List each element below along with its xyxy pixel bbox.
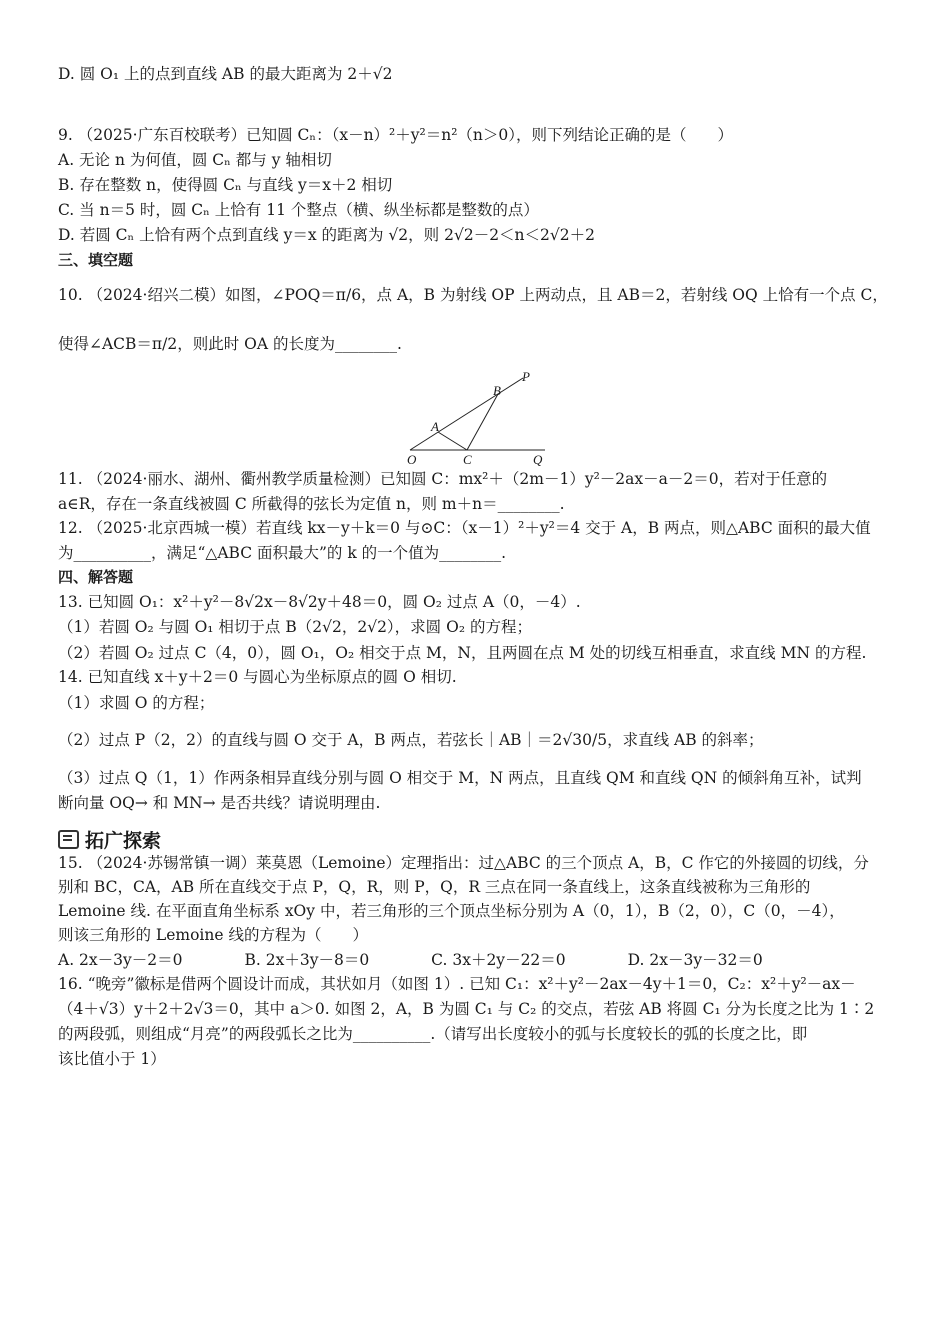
text-line: 13. 已知圆 O₁：x²＋y²－8√2x－8√2y＋48＝0，圆 O₂ 过点 A（0，－4）. xyxy=(58,593,581,611)
document-icon xyxy=(58,830,79,849)
segment-ac xyxy=(438,432,467,450)
text-line: Lemoine 线. 在平面直角坐标系 xOy 中，若三角形的三个顶点坐标分别为 A（0，1），B（2，0），C（0，－4）， xyxy=(58,902,845,920)
text-line: 16. “晚旁”徽标是借两个圆设计而成，其状如月（如图 1）. 已知 C₁：x²＋y²－2ax－4y＋1＝0，C₂：x²＋y²－ax－ xyxy=(58,975,856,993)
text-line: 别和 BC，CA，AB 所在直线交于点 P，Q，R，则 P，Q，R 三点在同一条直线上，这条直线被称为三角形的 xyxy=(58,878,811,896)
segment-bc xyxy=(467,394,498,450)
text-line: 12. （2025·北京西城一模）若直线 kx－y＋k＝0 与⊙C：（x－1）²＋y²＝4 交于 A，B 两点，则△ABC 面积的最大值 xyxy=(58,519,871,537)
text-line: 15. （2024·苏锡常镇一调）莱莫恩（Lemoine）定理指出：过△ABC 的三个顶点 A，B，C 作它的外接圆的切线，分 xyxy=(58,854,869,872)
text-line: （4＋√3）y＋2＋2√3＝0，其中 a＞0. 如图 2，A，B 为圆 C₁ 与 C₂ 的交点，若弦 AB 将圆 C₁ 分为长度之比为 1∶2 xyxy=(58,1000,875,1018)
text-line: （2）若圆 O₂ 过点 C（4，0），圆 O₁，O₂ 相交于点 M，N，且两圆在点 M 处的切线互相垂直，求直线 MN 的方程. xyxy=(58,644,867,662)
section-heading: 三、填空题 xyxy=(58,251,134,269)
label-c: C xyxy=(463,452,472,467)
text-line: A. 2x－3y－2＝0 B. 2x＋3y－8＝0 C. 3x＋2y－22＝0 D. 2x－3y－32＝0 xyxy=(58,951,763,969)
ray-op xyxy=(410,378,523,450)
text-line: （3）过点 Q（1，1）作两条相异直线分别与圆 O 相交于 M，N 两点，且直线 QM 和直线 QN 的倾斜角互补，试判 xyxy=(58,769,862,787)
section-expand-title: 拓广探索 xyxy=(85,830,162,852)
label-p: P xyxy=(522,369,530,384)
text-line: 的两段弧，则组成“月亮”的两段弧长之比为__________.（请写出长度较小的弧与长度较长的弧的长度之比，即 xyxy=(58,1025,808,1043)
geometry-figure xyxy=(400,368,560,468)
text-line: A. 无论 n 为何值，圆 Cₙ 都与 y 轴相切 xyxy=(58,151,332,169)
text-line: 9. （2025·广东百校联考）已知圆 Cₙ：（x－n）²＋y²＝n²（n＞0），则下列结论正确的是（ ） xyxy=(58,126,734,144)
text-line: D. 若圆 Cₙ 上恰有两个点到直线 y＝x 的距离为 √2，则 2√2－2＜n＜2√2＋2 xyxy=(58,226,595,244)
text-line: B. 存在整数 n，使得圆 Cₙ 与直线 y＝x＋2 相切 xyxy=(58,176,393,194)
text-line: a∈R，存在一条直线被圆 C 所截得的弦长为定值 n，则 m＋n＝________. xyxy=(58,495,565,513)
text-line: C. 当 n＝5 时，圆 Cₙ 上恰有 11 个整点（横、纵坐标都是整数的点） xyxy=(58,201,539,219)
text-line: （2）过点 P（2，2）的直线与圆 O 交于 A，B 两点，若弦长｜AB｜＝2√30/5，求直线 AB 的斜率； xyxy=(58,731,764,749)
label-o: O xyxy=(407,452,417,467)
label-q: Q xyxy=(533,452,543,467)
section-expand-heading xyxy=(58,826,161,853)
text-line: （1）求圆 O 的方程； xyxy=(58,694,215,712)
text-line: 则该三角形的 Lemoine 线的方程为（ ） xyxy=(58,926,368,944)
section-heading: 四、解答题 xyxy=(58,568,134,586)
label-b: B xyxy=(493,383,501,398)
text-line: 14. 已知直线 x＋y＋2＝0 与圆心为坐标原点的圆 O 相切. xyxy=(58,668,457,686)
text-line: 使得∠ACB＝π/2，则此时 OA 的长度为________. xyxy=(58,335,402,353)
text-line: 10. （2024·绍兴二模）如图，∠POQ＝π/6，点 A，B 为射线 OP 上两动点，且 AB＝2，若射线 OQ 上恰有一个点 C， xyxy=(58,286,888,304)
text-line: 断向量 OQ→ 和 MN→ 是否共线？请说明理由. xyxy=(58,794,381,812)
text-line: 为__________，满足“△ABC 面积最大”的 k 的一个值为________. xyxy=(58,544,507,562)
label-a: A xyxy=(431,419,439,434)
text-line: 该比值小于 1） xyxy=(58,1050,166,1068)
text-line: D. 圆 O₁ 上的点到直线 AB 的最大距离为 2＋√2 xyxy=(58,65,393,83)
text-line: （1）若圆 O₂ 与圆 O₁ 相切于点 B（2√2，2√2），求圆 O₂ 的方程； xyxy=(58,618,532,636)
text-line: 11. （2024·丽水、湖州、衢州教学质量检测）已知圆 C：mx²＋（2m－1）y²－2ax－a－2＝0，若对于任意的 xyxy=(58,470,828,488)
